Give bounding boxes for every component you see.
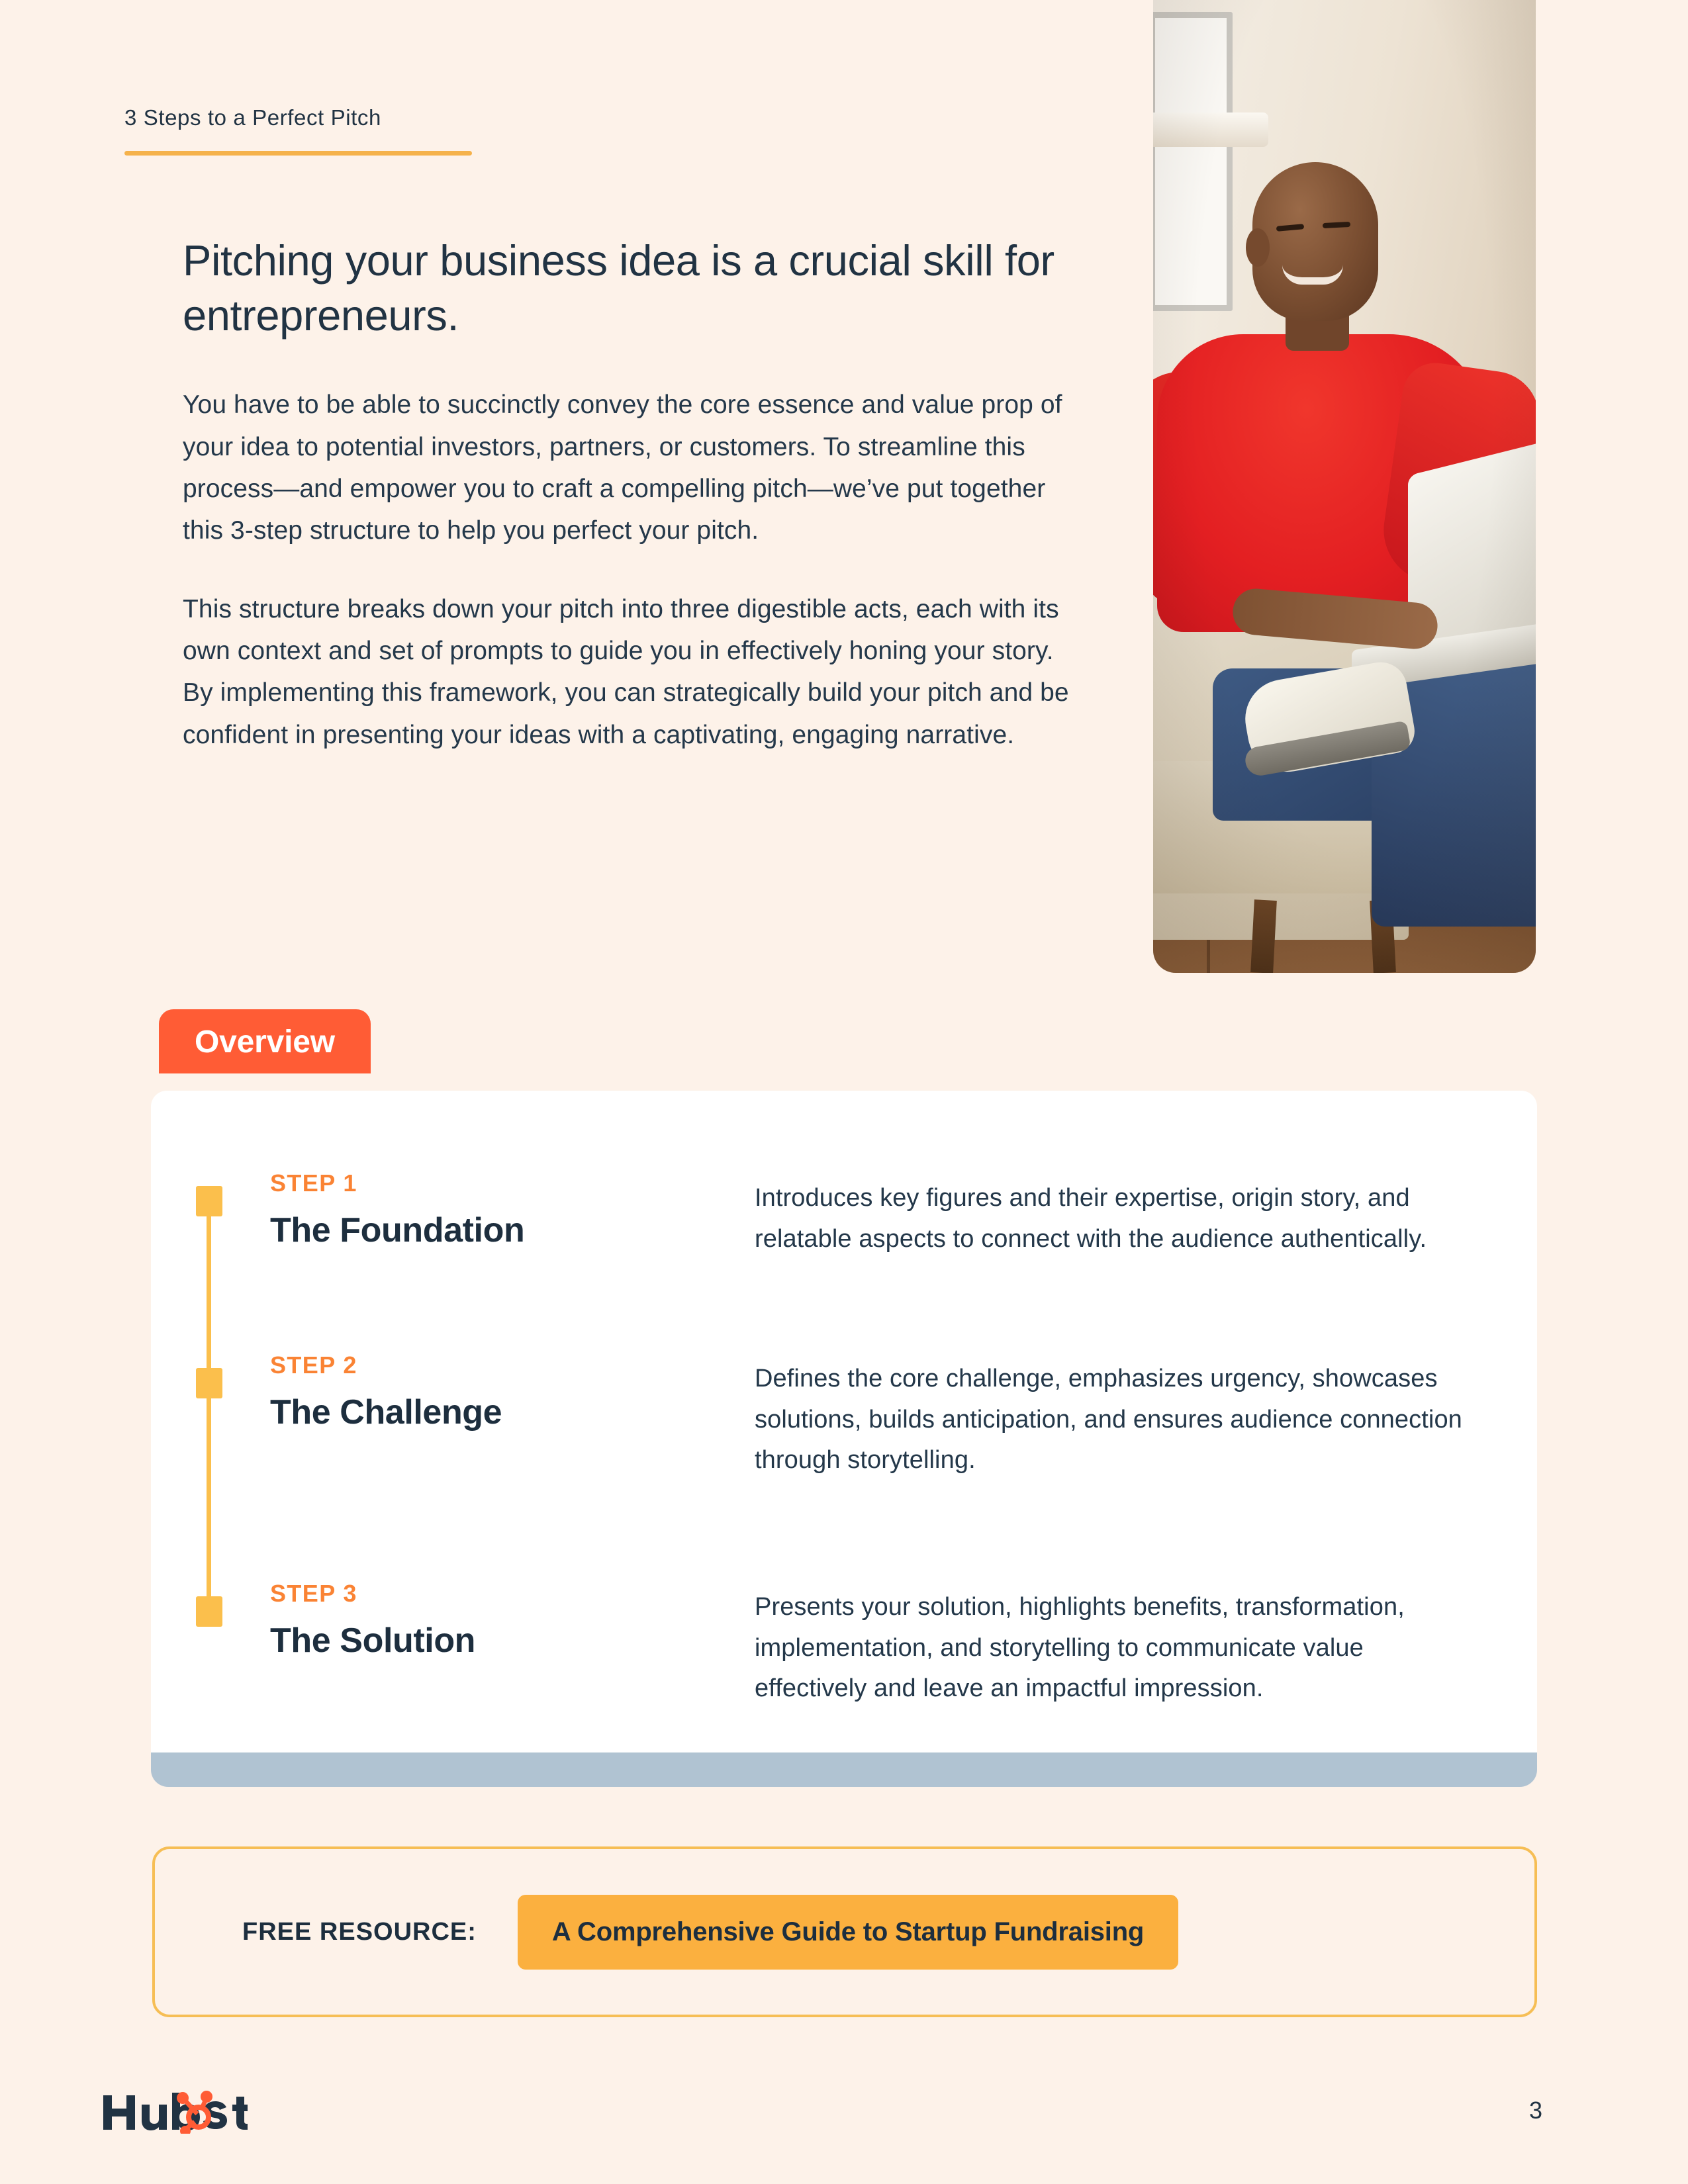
intro-section xyxy=(183,233,1083,756)
step-description: Defines the core challenge, emphasizes urgency, showcases solutions, builds anticipation, and ensures audience connection through storytelling. xyxy=(755,1365,1462,1475)
list-item xyxy=(151,1580,1463,1709)
step-heading-group xyxy=(270,1170,755,1259)
step-title: The Solution xyxy=(270,1621,476,1660)
free-resource-callout xyxy=(152,1846,1537,2017)
free-resource-button[interactable]: A Comprehensive Guide to Startup Fundraising xyxy=(518,1895,1178,1970)
timeline-line xyxy=(207,1396,211,1596)
free-resource-label: FREE RESOURCE: xyxy=(242,1917,477,1946)
list-item xyxy=(151,1170,1463,1259)
timeline-marker-icon xyxy=(196,1368,222,1398)
step-title: The Challenge xyxy=(270,1392,502,1432)
step-title: The Foundation xyxy=(270,1210,525,1250)
list-item xyxy=(151,1352,1463,1481)
timeline-marker-icon xyxy=(196,1186,222,1216)
overview-tab-label: Overview xyxy=(159,1009,371,1073)
step-number-label: STEP 3 xyxy=(270,1580,357,1607)
overview-card-shadow-bar xyxy=(151,1752,1537,1787)
hero-photo xyxy=(1153,0,1536,973)
step-description: Presents your solution, highlights benefits, transformation, implementation, and storytelling to communicate value effectively and leave an impactful impression. xyxy=(755,1593,1405,1703)
page-title: Pitching your business idea is a crucial skill for entrepreneurs. xyxy=(183,236,1055,340)
intro-paragraph-2: This structure breaks down your pitch into three digestible acts, each with its own context and set of prompts to guide you in effectively honing your story. By implementing this framework, you can strategically build your pitch and be confident in presenting your ideas with a captivating, engaging narrative. xyxy=(183,595,1069,749)
hubspot-logo xyxy=(101,2090,248,2134)
document-header xyxy=(124,105,472,156)
step-description: Introduces key figures and their expertise, origin story, and relatable aspects to connect with the audience authentically. xyxy=(755,1184,1427,1253)
photo-vignette xyxy=(1153,0,1536,973)
timeline-marker-icon xyxy=(196,1596,222,1627)
eyebrow-title: 3 Steps to a Perfect Pitch xyxy=(124,105,381,130)
step-timeline-rail xyxy=(151,1580,270,1709)
step-heading-group xyxy=(270,1352,755,1481)
eyebrow-underline xyxy=(124,151,472,156)
step-number-label: STEP 1 xyxy=(270,1169,357,1197)
step-number-label: STEP 2 xyxy=(270,1351,357,1379)
step-heading-group xyxy=(270,1580,755,1709)
intro-paragraph-1: You have to be able to succinctly convey the core essence and value prop of your idea to potential investors, partners, or customers. To streamline this process—and empower you to craft a compelling pitch—we’ve put together this 3-step structure to help you perfect your pitch. xyxy=(183,390,1062,545)
page-number: 3 xyxy=(1529,2097,1543,2124)
